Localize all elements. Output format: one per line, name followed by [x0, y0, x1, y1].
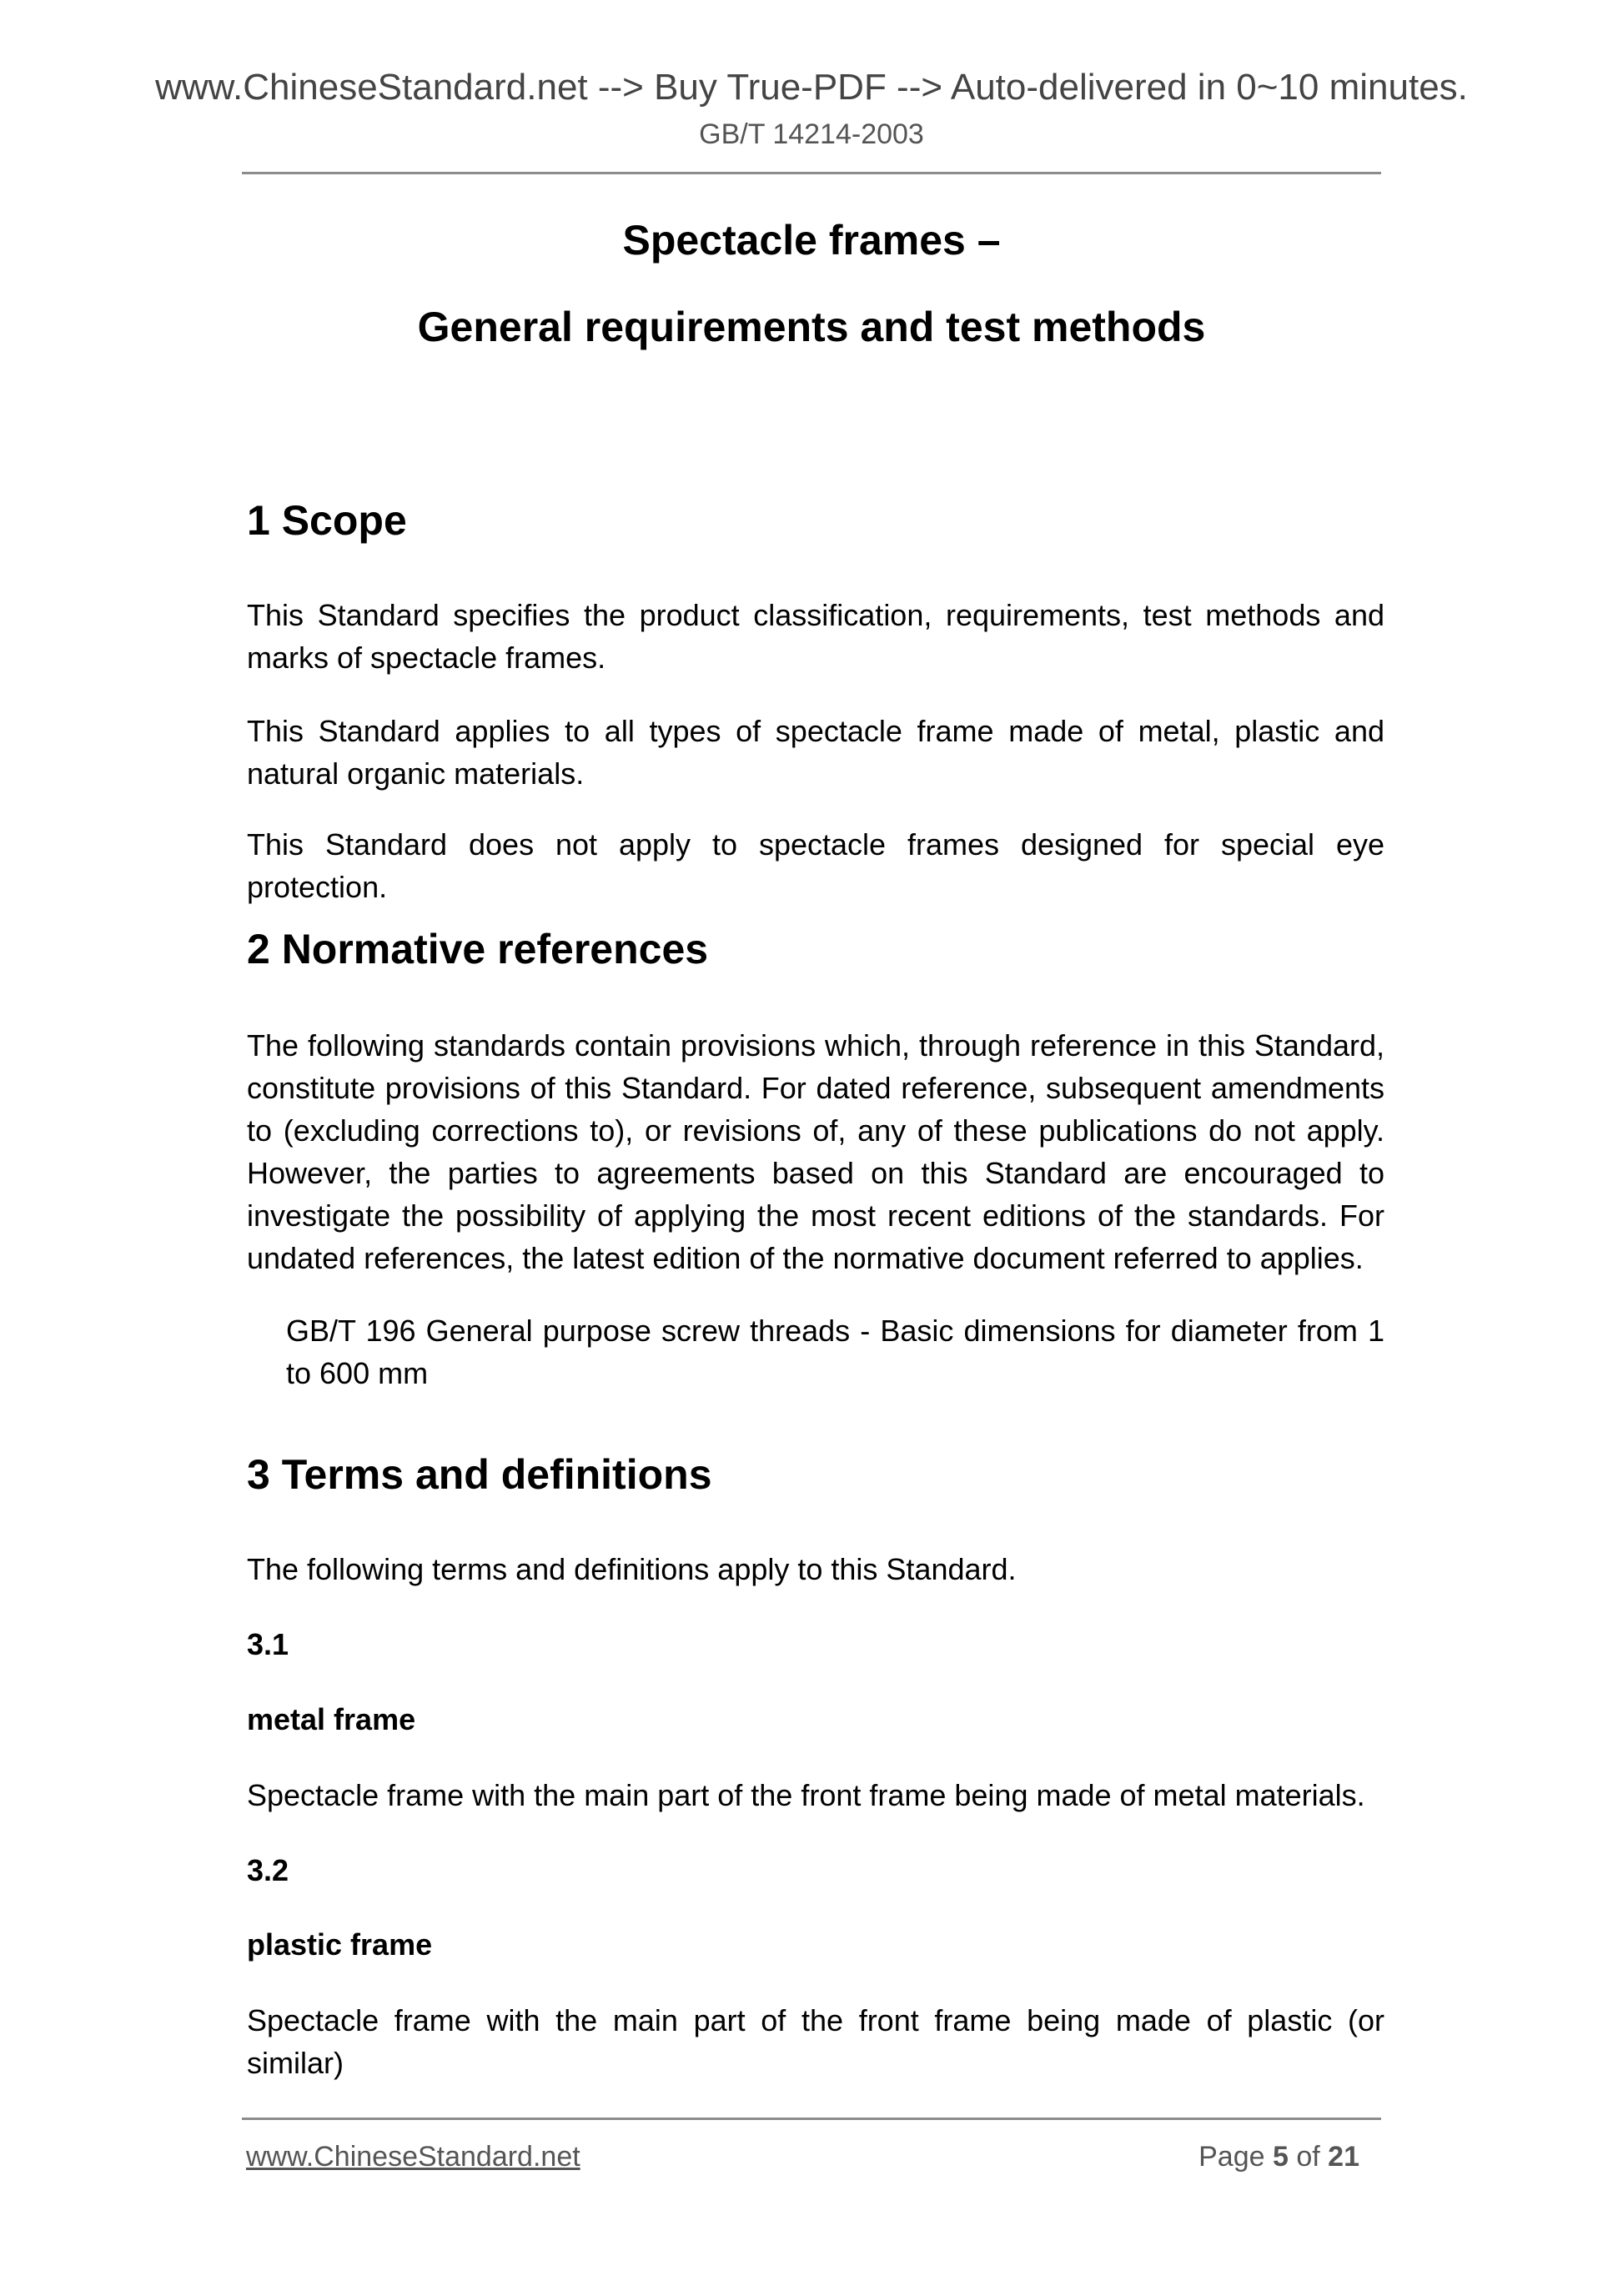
term-definition: Spectacle frame with the main part of the front frame being made of plastic (or similar)	[247, 2003, 1384, 2080]
page-current: 5	[1272, 2141, 1289, 2173]
term-name: plastic frame	[247, 1927, 433, 1962]
term-number: 3.1	[247, 1627, 289, 1661]
section-heading-terms-definitions: 3 Terms and definitions	[247, 1451, 712, 1498]
scope-paragraph-3: This Standard does not apply to spectacle frames designed for special eye protection.	[247, 827, 1384, 904]
term-definition: Spectacle frame with the main part of the front frame being made of metal materials.	[247, 1778, 1365, 1812]
page-of: of	[1296, 2141, 1320, 2173]
standard-id: GB/T 14214-2003	[699, 118, 924, 150]
document-title-line2: General requirements and test methods	[417, 304, 1206, 350]
document-title-line1: Spectacle frames –	[622, 217, 1001, 264]
footer-divider	[242, 2118, 1381, 2120]
normative-references-paragraph: The following standards contain provisions which, through reference in this Standard, constitute provisions of this Standard. For dated reference, subsequent amendments to (excluding corrections to), or revisions of, any of these publications do not apply. However, the parties to agreements based on this Standard are encouraged to investigate the possibility of applying the most recent editions of the standards. For undated references, the latest edition of the normative document referred to applies.	[247, 1028, 1384, 1275]
footer-site-link[interactable]: www.ChineseStandard.net	[246, 2141, 580, 2173]
scope-paragraph-1: This Standard specifies the product classification, requirements, test methods and marks of spectacle frames.	[247, 598, 1384, 675]
term-number: 3.2	[247, 1853, 289, 1887]
term-name: metal frame	[247, 1702, 416, 1736]
header-banner: www.ChineseStandard.net --> Buy True-PDF --> Auto-delivered in 0~10 minutes.	[155, 67, 1468, 108]
header-divider	[242, 172, 1381, 174]
reference-item: GB/T 196 General purpose screw threads - Basic dimensions for diameter from 1 to 600 mm	[286, 1314, 1384, 1390]
page-indicator	[1198, 2140, 1359, 2173]
terms-intro-paragraph: The following terms and definitions apply to this Standard.	[247, 1552, 1017, 1586]
section-heading-scope: 1 Scope	[247, 497, 407, 544]
section-heading-normative-references: 2 Normative references	[247, 926, 709, 972]
scope-paragraph-2: This Standard applies to all types of spectacle frame made of metal, plastic and natural organic materials.	[247, 714, 1384, 791]
page-total: 21	[1328, 2141, 1359, 2173]
page-prefix: Page	[1198, 2141, 1265, 2173]
